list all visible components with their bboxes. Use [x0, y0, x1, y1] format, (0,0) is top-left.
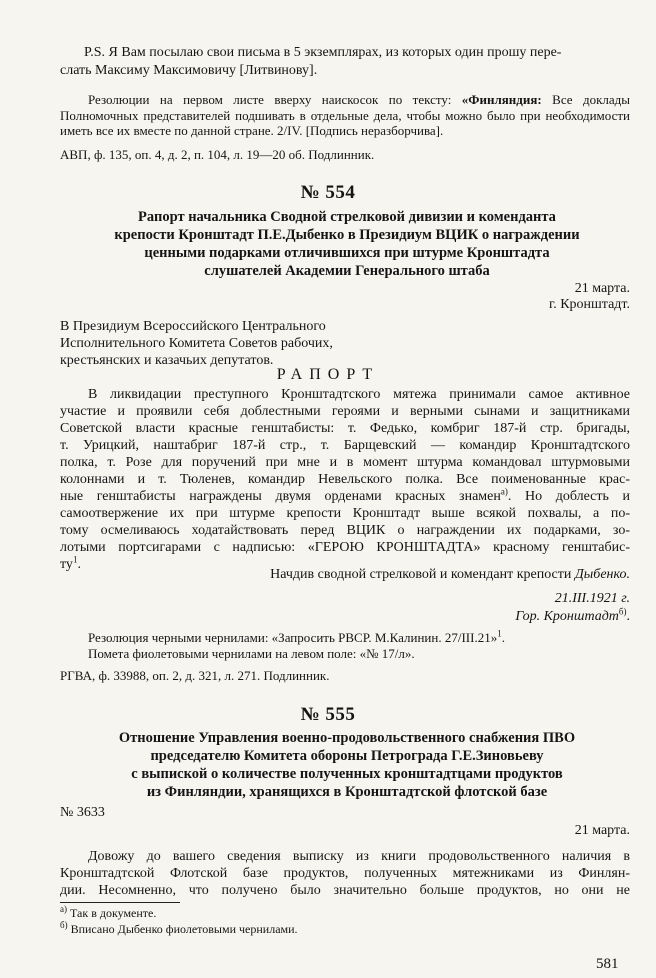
document-number: № 555	[300, 704, 356, 725]
signature-place-text: Гор. Кронштадт	[515, 609, 619, 624]
footnote-mark: 1	[497, 628, 502, 639]
document-title	[64, 729, 630, 801]
body-line: колоннами и т. Тюленев, командир Невельского полка. Все поименованные крас-	[60, 472, 630, 487]
body-line: тому осмеливаюсь ходатайствовать перед ВЦИК о награждении их подарками, зо-	[60, 523, 630, 538]
body-line: т. Урицкий, наштабриг 187-й стр., т. Барщевский — командир Кронштадтского	[60, 438, 630, 453]
title-line: крепости Кронштадт П.Е.Дыбенко в Президиум ВЦИК о награждении	[114, 227, 580, 243]
addressee-line: крестьянских и казачьих депутатов.	[60, 353, 274, 368]
body-line: Советской власти красные генштабисты: т. Федько, комбриг 187-й стр. бригады,	[60, 421, 630, 436]
resolution-text: Резолюция черными чернилами: «Запросить РВСР. М.Калинин. 27/III.21»	[88, 630, 498, 645]
margin-note: Помета фиолетовыми чернилами на левом поле: «№ 17/л».	[88, 646, 415, 661]
footnote-divider	[60, 902, 180, 903]
document-place: г. Кронштадт.	[549, 297, 630, 312]
reference-number: № 3633	[60, 805, 105, 820]
ps-line-1: P.S. Я Вам посылаю свои письма в 5 экземплярах, из которых один прошу пере-	[84, 45, 562, 60]
addressee-line: Исполнительного Комитета Советов рабочих,	[60, 336, 333, 351]
title-line: слушателей Академии Генерального штаба	[204, 263, 490, 279]
document-title	[64, 208, 630, 280]
title-line: с выпиской о количестве полученных кронштадтцами продуктов	[131, 766, 563, 782]
addressee	[60, 318, 400, 369]
report-body	[60, 386, 630, 573]
page-number: 581	[596, 956, 619, 972]
body-line: Довожу до вашего сведения выписку из книги продовольственного наличия в	[88, 849, 630, 864]
report-heading: РАПОРТ	[276, 366, 380, 383]
resolution-note-bold: «Финляндия:	[461, 92, 542, 107]
body-line: лотыми портсигарами с надписью: «ГЕРОЮ КРОНШТАДТА» красному генштабис-	[60, 540, 630, 555]
body-line: полка, т. Розе для поручений при мне и в момент штурма командовал штурмовыми	[60, 455, 630, 470]
body-line-tail: . Но доблесть и	[507, 489, 631, 504]
footnote-mark: а)	[500, 486, 508, 497]
footnote-mark: 1	[72, 554, 78, 565]
footnote-mark: б)	[60, 920, 68, 930]
document-date: 21 марта.	[574, 823, 630, 838]
footnote-mark: а)	[60, 904, 67, 914]
resolution-note-plain: Резолюции на первом листе вверху наискосок по тексту:	[88, 92, 462, 107]
document-number: № 554	[300, 182, 356, 203]
title-line: Рапорт начальника Сводной стрелковой дивизии и коменданта	[138, 209, 556, 225]
footnote-text: Вписано Дыбенко фиолетовыми чернилами.	[70, 922, 298, 936]
body-line: участие и проявили себя доблестными героями и верными сынами и защитниками	[60, 404, 630, 419]
signature-role: Начдив сводной стрелковой и комендант крепости	[270, 567, 575, 582]
title-line: председателю Комитета обороны Петрограда Г.Е.Зиновьеву	[150, 748, 544, 764]
footnote-mark: б)	[618, 606, 627, 617]
footnote	[60, 906, 620, 921]
body-line: дии. Несомненно, что получено было значительно больше продуктов, но они не	[60, 883, 630, 898]
resolution-note	[60, 92, 630, 139]
signature	[200, 566, 630, 583]
archive-reference: АВП, ф. 135, оп. 4, д. 2, п. 104, л. 19—20 об. Подлинник.	[60, 147, 375, 162]
body-line: самоотвержение их при штурме крепости Кронштадт выше всякой похвалы, а по-	[60, 506, 630, 521]
body-line: В ликвидации преступного Кронштадтского мятежа принимали самое активное	[88, 387, 630, 402]
signature-place: Гор. Кронштадт$^{б)}$.	[515, 606, 630, 624]
signature-date: 21.III.1921 г.	[554, 591, 630, 606]
report-body	[60, 848, 630, 899]
ps-line-2: слать Максиму Максимовичу [Литвинову].	[60, 63, 318, 78]
body-line: Кронштадтской Флотской базе продуктов, полученных мятежниками из Финлян-	[60, 866, 630, 881]
document-date: 21 марта.	[574, 281, 630, 296]
footnote-text: Так в документе.	[70, 906, 157, 920]
title-line: Отношение Управления военно-продовольственного снабжения ПВО	[118, 730, 576, 746]
body-line: $ту^1$.	[60, 554, 81, 572]
resolution-note-rest: Все доклады Полномочных представителей подшивать в отдельные дела, чтобы можно было при необходимости иметь все их вместе по данной стране. 2/IV. [Подпись неразборчива].	[60, 92, 631, 138]
body-line-text: ту	[60, 557, 73, 572]
resolution-line	[88, 630, 630, 646]
footnote	[60, 922, 620, 937]
signature-name: Дыбенко.	[574, 567, 630, 582]
body-line	[60, 488, 630, 505]
archive-reference: РГВА, ф. 33988, оп. 2, д. 321, л. 271. Подлинник.	[60, 668, 330, 683]
addressee-line: В Президиум Всероссийского Центрального	[60, 319, 326, 334]
resolution-end: .	[501, 630, 505, 645]
body-line-text: ные генштабисты награждены двумя орденами красных знамен	[60, 489, 501, 504]
title-line: ценными подарками отличившихся при штурме Кронштадта	[144, 245, 550, 261]
title-line: из Финляндии, хранящихся в Кронштадтской флотской базе	[146, 784, 548, 800]
